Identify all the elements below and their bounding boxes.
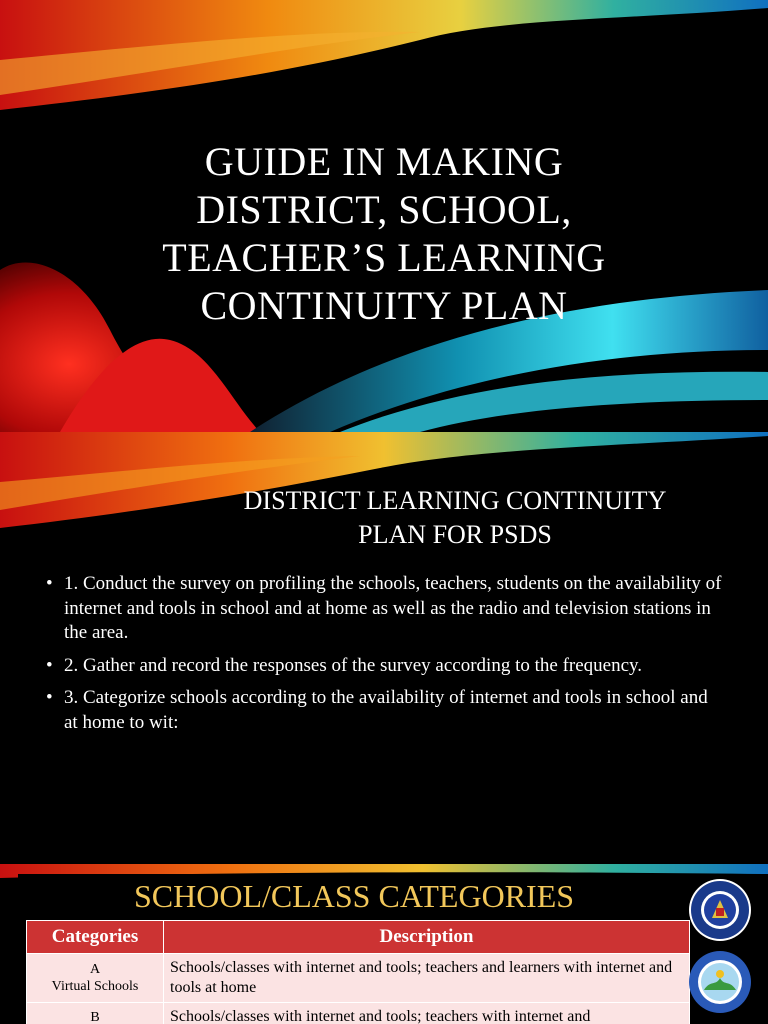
slide-title <box>60 138 708 330</box>
bullet-icon: • <box>46 687 53 708</box>
bullet-list <box>46 572 726 743</box>
bullet-text: 1. Conduct the survey on profiling the schools, teachers, students on the availability of internet and tools in school and at home as well as the radio and television stations in the area. <box>64 573 722 643</box>
category-letter: A <box>89 962 101 977</box>
description-cell: Schools/classes with internet and tools; teachers with internet and <box>164 1003 690 1024</box>
categories-table <box>26 920 690 1024</box>
heading-line: PLAN FOR PSDS <box>358 520 552 549</box>
heading-line: DISTRICT LEARNING CONTINUITY <box>243 486 667 515</box>
deped-seal-icon <box>688 878 752 942</box>
column-header-categories: Categories <box>27 921 164 954</box>
table-header-row <box>27 921 690 954</box>
category-cell <box>27 954 164 1003</box>
title-slide <box>0 0 768 432</box>
bullet-icon: • <box>46 654 53 676</box>
content-slide <box>0 432 768 864</box>
table-slide <box>0 864 768 1024</box>
slide-heading <box>160 484 750 552</box>
category-letter: B <box>90 1009 100 1024</box>
division-seal-icon <box>688 950 752 1014</box>
bullet-icon: • <box>46 573 53 594</box>
description-cell: Schools/classes with internet and tools; teachers and learners with internet and tools at home <box>164 954 690 1003</box>
title-line: DISTRICT, SCHOOL, <box>196 187 572 232</box>
category-cell <box>27 1003 164 1024</box>
list-item <box>46 572 726 646</box>
list-item <box>46 654 726 679</box>
table-row <box>27 954 690 1003</box>
column-header-description: Description <box>164 921 690 954</box>
title-line: GUIDE IN MAKING <box>204 139 564 184</box>
title-line: TEACHER’S LEARNING <box>162 235 606 280</box>
list-item <box>46 686 726 735</box>
slide-title: SCHOOL/CLASS CATEGORIES <box>133 878 575 914</box>
table-row <box>27 1003 690 1024</box>
title-line: CONTINUITY PLAN <box>200 283 568 328</box>
bullet-text: 2. Gather and record the responses of the survey according to the frequency. <box>64 654 643 676</box>
bullet-text: 3. Categorize schools according to the availability of internet and tools in school and at home to wit: <box>64 687 708 733</box>
category-name: Virtual Schools <box>51 979 139 994</box>
